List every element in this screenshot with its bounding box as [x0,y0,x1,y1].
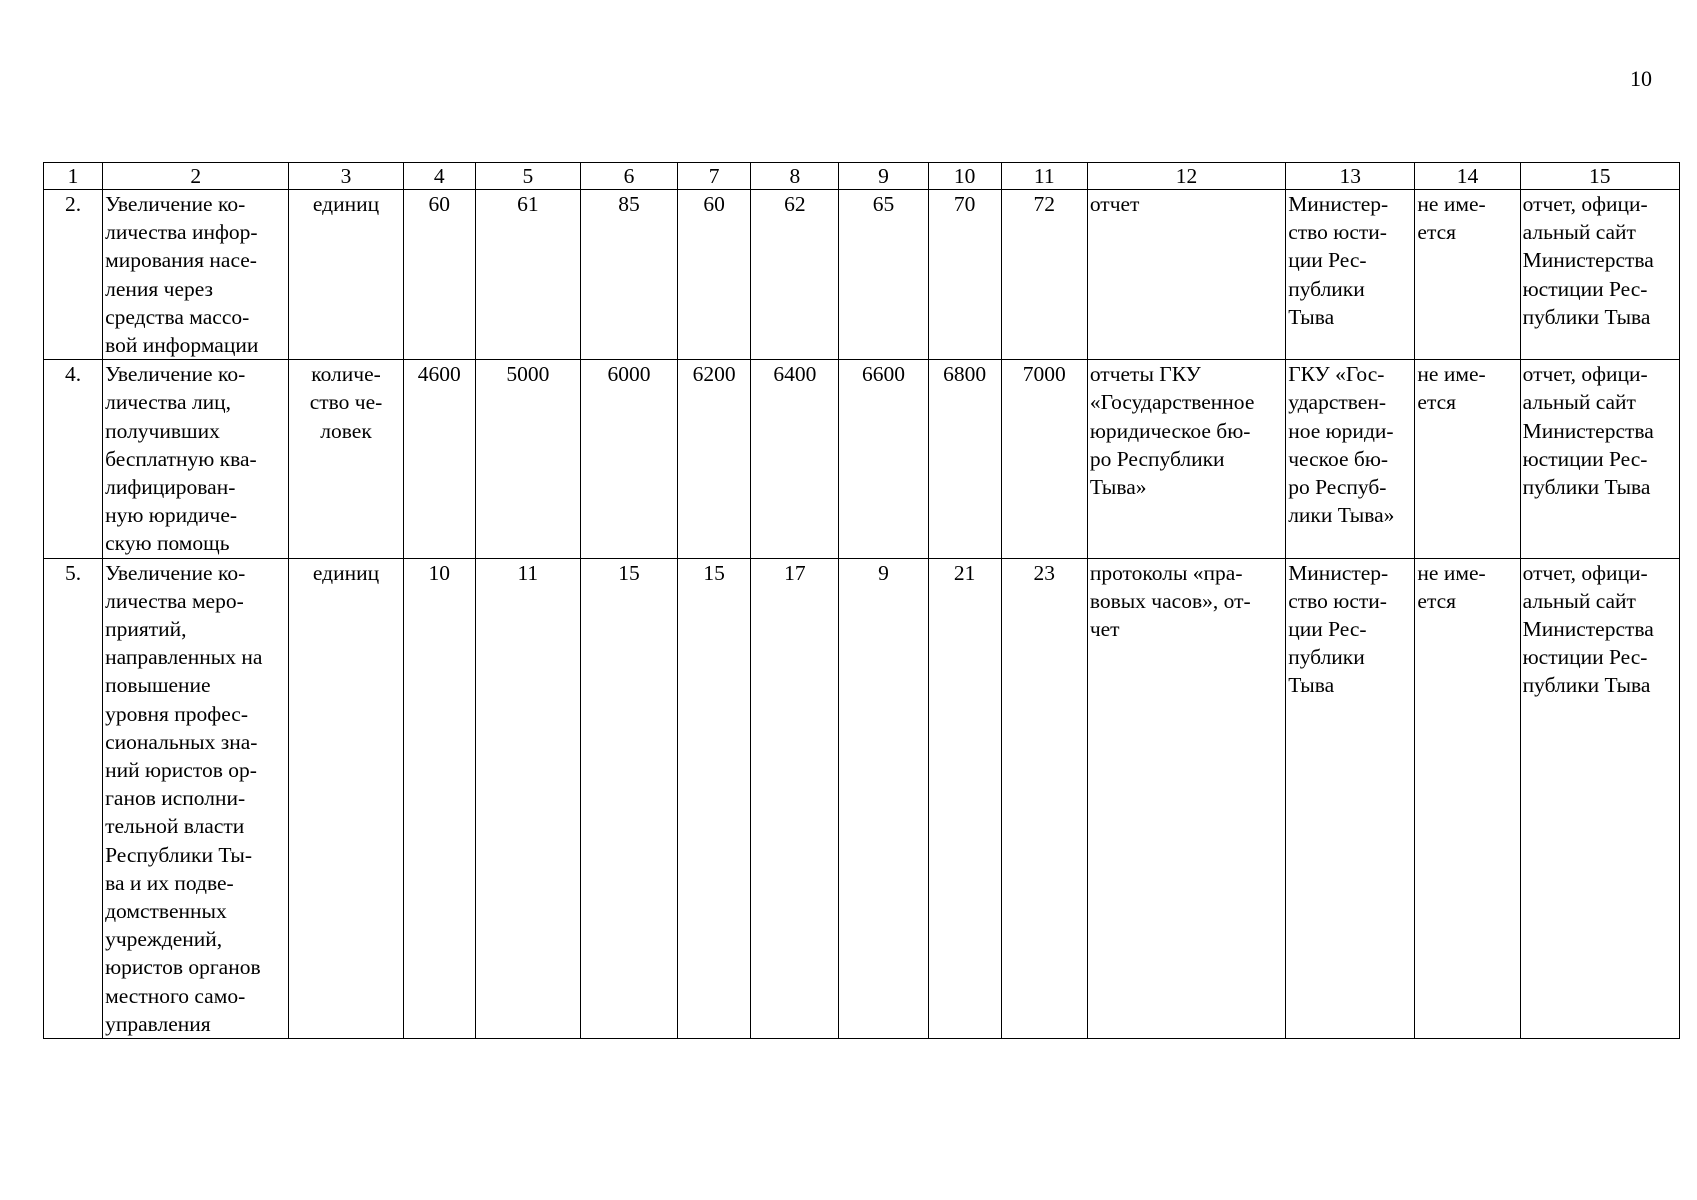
indicator-value: 6400 [751,360,839,558]
indicator-value: 15 [678,558,751,1038]
column-number-header: 2 [103,163,289,190]
data-source-line: «Государственное [1089,390,1255,415]
column-14-cell-line: ется [1417,390,1457,415]
data-source-line: ро Республики [1089,446,1225,471]
indicator-value: 6000 [580,360,677,558]
column-15-cell [1520,190,1679,360]
unit-of-measure [289,360,403,558]
responsible-body-line: Министер- [1288,192,1389,216]
column-number-header: 1 [44,163,103,190]
column-number-header: 13 [1286,163,1415,190]
responsible-body-line: публики [1288,645,1365,670]
column-15-cell-line: Министерства [1522,418,1654,443]
unit-of-measure [289,190,403,360]
indicator-value: 7000 [1001,360,1087,558]
indicator-name-line: Увеличение ко- [105,192,246,216]
indicator-value: 21 [928,558,1001,1038]
indicator-value: 60 [678,190,751,360]
unit-of-measure-line: ство че- [309,390,383,415]
column-number-header: 3 [289,163,403,190]
column-number-header: 8 [751,163,839,190]
column-15-cell-line: альный сайт [1522,588,1636,613]
unit-of-measure-line: количе- [311,362,381,387]
indicator-name-line: тельной власти [105,814,245,839]
responsible-body-line: ции Рес- [1288,617,1367,642]
indicator-name-line: приятий, [105,617,187,642]
indicator-value: 4600 [403,360,475,558]
indicator-name-line: местного само- [105,983,246,1008]
indicator-value: 9 [839,558,928,1038]
indicator-value: 6600 [839,360,928,558]
column-14-cell-line: ется [1417,220,1457,245]
responsible-body-line: Министер- [1288,560,1389,585]
indicator-value: 60 [403,190,475,360]
indicator-name-line: мирования насе- [105,248,257,273]
responsible-body-line: ство юсти- [1288,588,1387,613]
responsible-body [1286,558,1415,1038]
indicator-name-line: лифицирован- [105,475,236,500]
responsible-body-line: ции Рес- [1288,248,1367,273]
column-15-cell [1520,360,1679,558]
column-14-cell-line: ется [1417,588,1457,613]
column-15-cell-line: отчет, офици- [1522,560,1648,585]
column-number-header: 12 [1087,163,1285,190]
indicator-value: 85 [580,190,677,360]
column-15-cell-line: публики Тыва [1522,475,1651,500]
unit-of-measure [289,558,403,1038]
indicator-name-line: управления [105,1011,211,1036]
column-15-cell-line: Министерства [1522,248,1654,273]
indicator-name [103,360,289,558]
indicator-value: 23 [1001,558,1087,1038]
row-number: 5. [44,558,103,1038]
indicator-value: 70 [928,190,1001,360]
column-number-header: 10 [928,163,1001,190]
column-15-cell-line: юстиции Рес- [1522,276,1648,301]
indicator-name-line: уровня профес- [105,701,248,726]
indicator-name-line: сиональных зна- [105,729,258,754]
column-14-cell-line: не име- [1417,192,1486,216]
data-source-line: юридическое бю- [1089,418,1251,443]
unit-of-measure-line: ловек [320,418,372,443]
column-14-cell [1415,190,1520,360]
data-source [1087,190,1285,360]
table-row [44,558,1680,1038]
indicator-name-line: Республики Ты- [105,842,252,867]
column-number-header: 15 [1520,163,1679,190]
indicator-name-line: бесплатную ква- [105,446,257,471]
indicator-name-line: ва и их подве- [105,870,234,895]
column-15-cell [1520,558,1679,1038]
column-number-header: 14 [1415,163,1520,190]
column-15-cell-line: юстиции Рес- [1522,645,1648,670]
indicator-value: 5000 [475,360,580,558]
column-15-cell-line: отчет, офици- [1522,362,1648,387]
data-source-line: отчеты ГКУ [1089,362,1201,387]
column-14-cell [1415,360,1520,558]
indicator-name-line: направленных на [105,645,263,670]
column-14-cell-line: не име- [1417,560,1486,585]
responsible-body-line: ное юриди- [1288,418,1394,443]
responsible-body-line: ство юсти- [1288,220,1387,245]
indicator-value: 6200 [678,360,751,558]
column-15-cell-line: публики Тыва [1522,304,1651,329]
data-source-line: Тыва» [1089,475,1147,500]
column-number-header: 6 [580,163,677,190]
indicator-value: 72 [1001,190,1087,360]
data-source [1087,360,1285,558]
column-15-cell-line: отчет, офици- [1522,192,1648,216]
row-number: 2. [44,190,103,360]
indicator-name-line: Увеличение ко- [105,362,246,387]
indicator-value: 11 [475,558,580,1038]
column-number-header: 11 [1001,163,1087,190]
indicator-name-line: получивших [105,418,220,443]
column-14-cell-line: не име- [1417,362,1486,387]
indicator-value: 62 [751,190,839,360]
responsible-body-line: ческое бю- [1288,446,1389,471]
indicators-table [43,162,1680,1039]
column-15-cell-line: юстиции Рес- [1522,446,1648,471]
page-number: 10 [1630,66,1652,91]
indicator-name-line: личества инфор- [105,220,258,245]
column-15-cell-line: альный сайт [1522,390,1636,415]
table-row [44,190,1680,360]
responsible-body-line: Тыва [1288,304,1335,329]
column-15-cell-line: публики Тыва [1522,673,1651,698]
indicator-value: 6800 [928,360,1001,558]
unit-of-measure-line: единиц [312,192,380,216]
responsible-body [1286,360,1415,558]
table-row [44,360,1680,558]
indicator-name-line: учреждений, [105,927,223,952]
indicator-name-line: юристов органов [105,955,261,980]
column-14-cell [1415,558,1520,1038]
column-number-header: 5 [475,163,580,190]
indicator-name-line: домственных [105,899,227,924]
column-15-cell-line: альный сайт [1522,220,1636,245]
indicator-name-line: вой информации [105,333,259,358]
indicator-name-line: ную юридиче- [105,503,238,528]
data-source-line: чет [1089,617,1120,642]
data-source-line: вовых часов», от- [1089,588,1251,613]
data-source-line: протоколы «пра- [1089,560,1243,585]
responsible-body-line: ГКУ «Гос- [1288,362,1385,387]
indicator-name-line: Увеличение ко- [105,560,246,585]
indicator-value: 61 [475,190,580,360]
responsible-body-line: ро Респуб- [1288,475,1387,500]
column-15-cell-line: Министерства [1522,617,1654,642]
column-number-header: 7 [678,163,751,190]
indicator-name-line: ления через [105,276,214,301]
indicator-value: 15 [580,558,677,1038]
data-source [1087,558,1285,1038]
unit-of-measure-line: единиц [312,560,380,585]
responsible-body-line: публики [1288,276,1365,301]
indicator-name-line: повышение [105,673,211,698]
indicator-value: 10 [403,558,475,1038]
column-number-header-row [44,163,1680,190]
indicator-name-line: ний юристов ор- [105,758,257,783]
column-number-header: 4 [403,163,475,190]
indicator-name-line: ганов исполни- [105,786,246,811]
responsible-body-line: Тыва [1288,673,1335,698]
row-number: 4. [44,360,103,558]
data-source-line: отчет [1089,192,1140,216]
responsible-body-line: лики Тыва» [1288,503,1395,528]
responsible-body [1286,190,1415,360]
column-number-header: 9 [839,163,928,190]
indicator-name-line: скую помощь [105,531,230,556]
indicator-name [103,558,289,1038]
responsible-body-line: ударствен- [1288,390,1386,415]
indicator-value: 17 [751,558,839,1038]
indicator-value: 65 [839,190,928,360]
indicator-name-line: средства массо- [105,304,250,329]
indicator-name [103,190,289,360]
indicator-name-line: личества лиц, [105,390,232,415]
indicator-name-line: личества меро- [105,588,244,613]
